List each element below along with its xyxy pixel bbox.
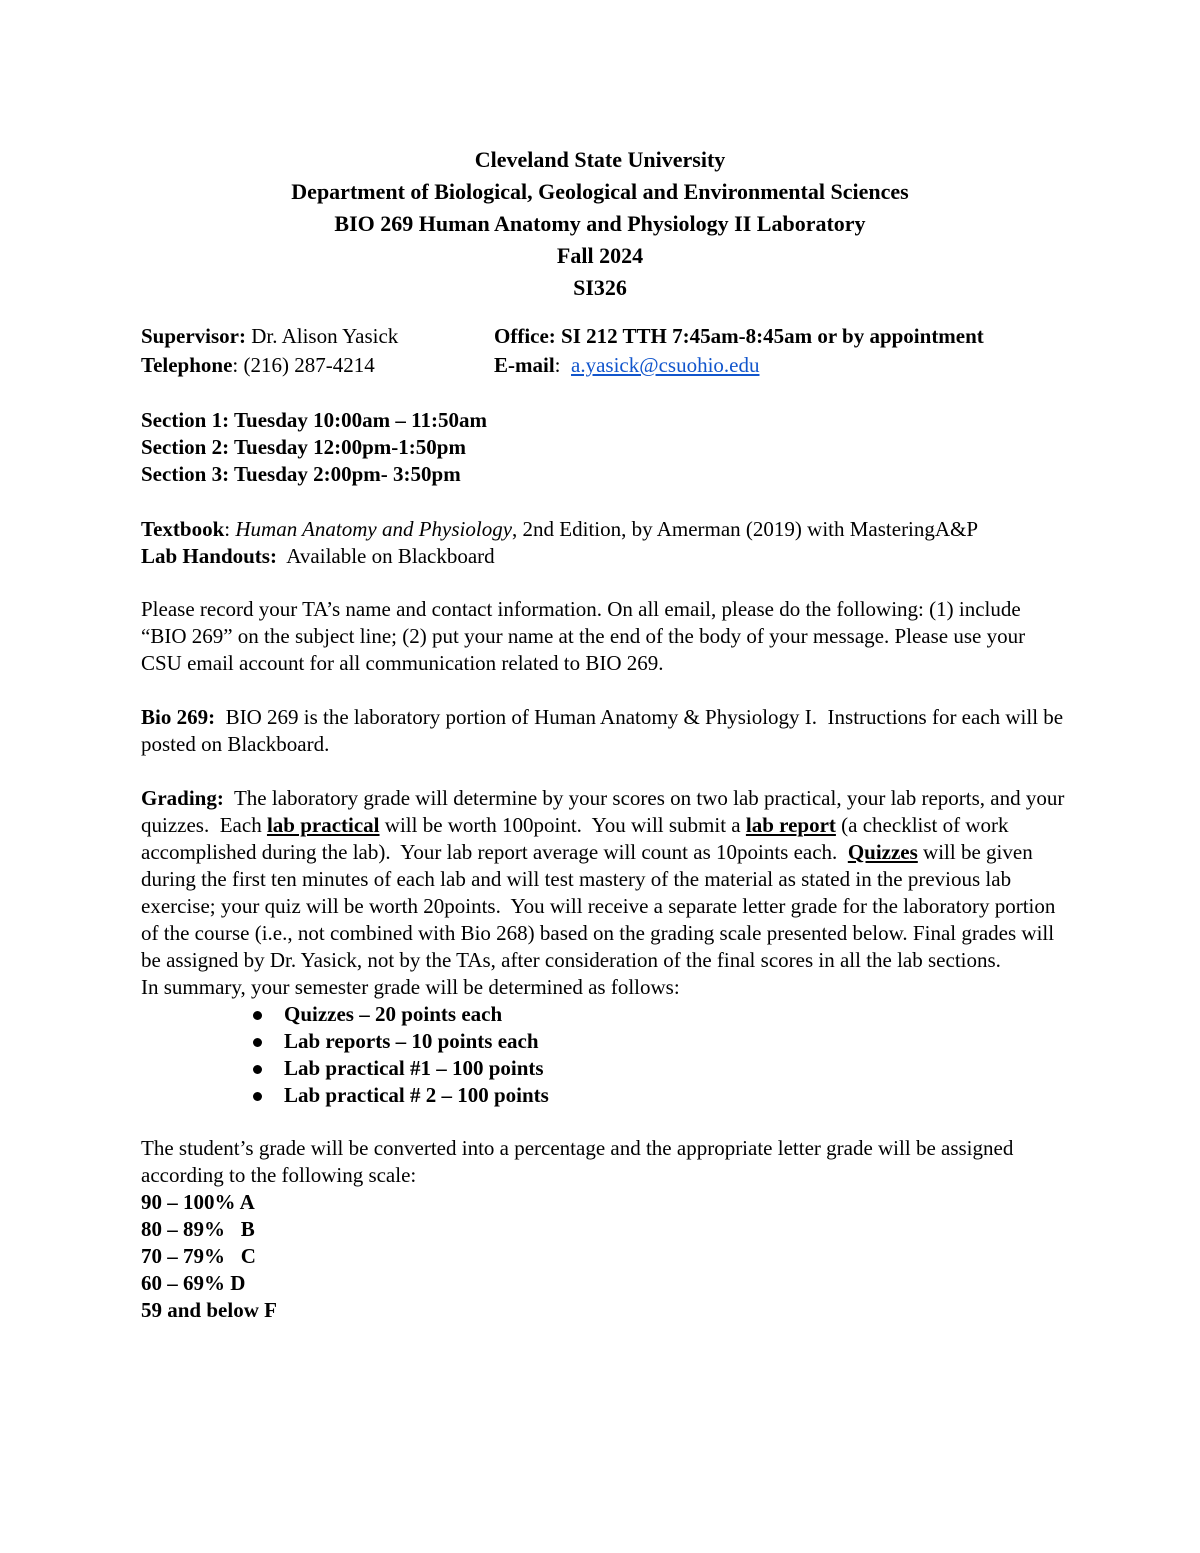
lab-practical-term: lab practical — [266, 813, 380, 837]
supervisor-label: Supervisor: — [141, 324, 246, 348]
grading-text-1: The laboratory grade will determine by your scores on two lab practical, your lab reports, and your quizzes. Each — [141, 786, 1070, 837]
telephone-value: : (216) 287-4214 — [232, 353, 375, 377]
handouts-value: Available on Blackboard — [276, 544, 495, 568]
list-item-label: Quizzes – 20 points each — [284, 1002, 503, 1026]
list-item-label: Lab practical # 2 – 100 points — [284, 1083, 549, 1107]
grading-paragraph — [141, 785, 1071, 974]
university-name: Cleveland State University — [474, 147, 726, 172]
room: SI326 — [573, 275, 627, 300]
textbook-label: Textbook — [141, 517, 225, 541]
contact-row-1 — [141, 322, 1071, 351]
bio269-text: BIO 269 is the laboratory portion of Human Anatomy & Physiology I. Instructions for each will be posted on Blackboard. — [141, 705, 1069, 756]
list-item-label: Lab practical #1 – 100 points — [284, 1056, 544, 1080]
bio269-label: Bio 269: — [141, 705, 216, 729]
course-title: BIO 269 Human Anatomy and Physiology II Laboratory — [334, 211, 866, 236]
bullet-icon — [253, 1092, 262, 1101]
textbook-info — [141, 516, 1071, 543]
scale-row: 90 – 100% A — [141, 1190, 255, 1214]
document-body — [141, 322, 1071, 1324]
scale-row: 80 – 89% B — [141, 1217, 255, 1241]
bio269-paragraph — [141, 704, 1071, 758]
list-item — [253, 1001, 1071, 1028]
list-item — [253, 1028, 1071, 1055]
conversion-paragraph: The student’s grade will be converted into a percentage and the appropriate letter grade will be assigned according to the following scale: — [141, 1136, 1014, 1187]
section-list — [141, 407, 1071, 488]
grade-scale — [141, 1189, 1071, 1324]
list-item-label: Lab reports – 10 points each — [284, 1029, 539, 1053]
scale-row: 60 – 69% D — [141, 1271, 246, 1295]
list-item — [253, 1082, 1071, 1109]
textbook-title: Human Anatomy and Physiology — [235, 517, 513, 541]
textbook-sep: : — [224, 517, 236, 541]
office-info: Office: SI 212 TTH 7:45am-8:45am or by appointment — [494, 324, 984, 348]
email-link[interactable]: a.yasick@csuohio.edu — [571, 353, 760, 377]
contact-row-2 — [141, 351, 1071, 380]
bullet-icon — [253, 1065, 262, 1074]
bullet-icon — [253, 1011, 262, 1020]
grade-components-list — [141, 1001, 1071, 1109]
grading-text-3: (a checklist of work accomplished during the lab). Your lab report average will count as 10points each. — [141, 813, 1014, 864]
document-header — [0, 144, 1200, 304]
telephone-label: Telephone — [141, 353, 233, 377]
list-item — [253, 1055, 1071, 1082]
section-3: Section 3: Tuesday 2:00pm- 3:50pm — [141, 462, 461, 486]
lab-report-term: lab report — [745, 813, 836, 837]
term: Fall 2024 — [556, 243, 644, 268]
summary-line: In summary, your semester grade will be determined as follows: — [141, 975, 680, 999]
email-colon: : — [554, 353, 572, 377]
grading-text-2: will be worth 100point. You will submit a — [379, 813, 746, 837]
lab-handouts — [141, 543, 1071, 570]
supervisor-value: Dr. Alison Yasick — [246, 324, 399, 348]
scale-row: 70 – 79% C — [141, 1244, 256, 1268]
email-label: E-mail — [494, 353, 555, 377]
quizzes-term: Quizzes — [847, 840, 918, 864]
bullet-icon — [253, 1038, 262, 1047]
handouts-label: Lab Handouts: — [141, 544, 277, 568]
ta-paragraph: Please record your TA’s name and contact information. On all email, please do the following: (1) include “BIO 269” on the subject line; (2) put your name at the end of the body of your message. Please use your CSU email account for all communication related to BIO 269. — [141, 597, 1026, 675]
scale-row: 59 and below F — [141, 1298, 277, 1322]
section-1: Section 1: Tuesday 10:00am – 11:50am — [141, 408, 487, 432]
textbook-details: , 2nd Edition, by Amerman (2019) with MasteringA&P — [512, 517, 979, 541]
department-name: Department of Biological, Geological and Environmental Sciences — [291, 179, 909, 204]
grading-text-4: will be given during the first ten minutes of each lab and will test mastery of the material as stated in the previous lab exercise; your quiz will be worth 20points. You will receive a separate letter grade for the laboratory portion of the course (i.e., not combined with Bio 268) based on the grading scale presented below. Final grades will be assigned by Dr. Yasick, not by the TAs, after consideration of the final scores in all the lab sections. — [141, 840, 1061, 972]
section-2: Section 2: Tuesday 12:00pm-1:50pm — [141, 435, 466, 459]
grading-label: Grading: — [141, 786, 224, 810]
